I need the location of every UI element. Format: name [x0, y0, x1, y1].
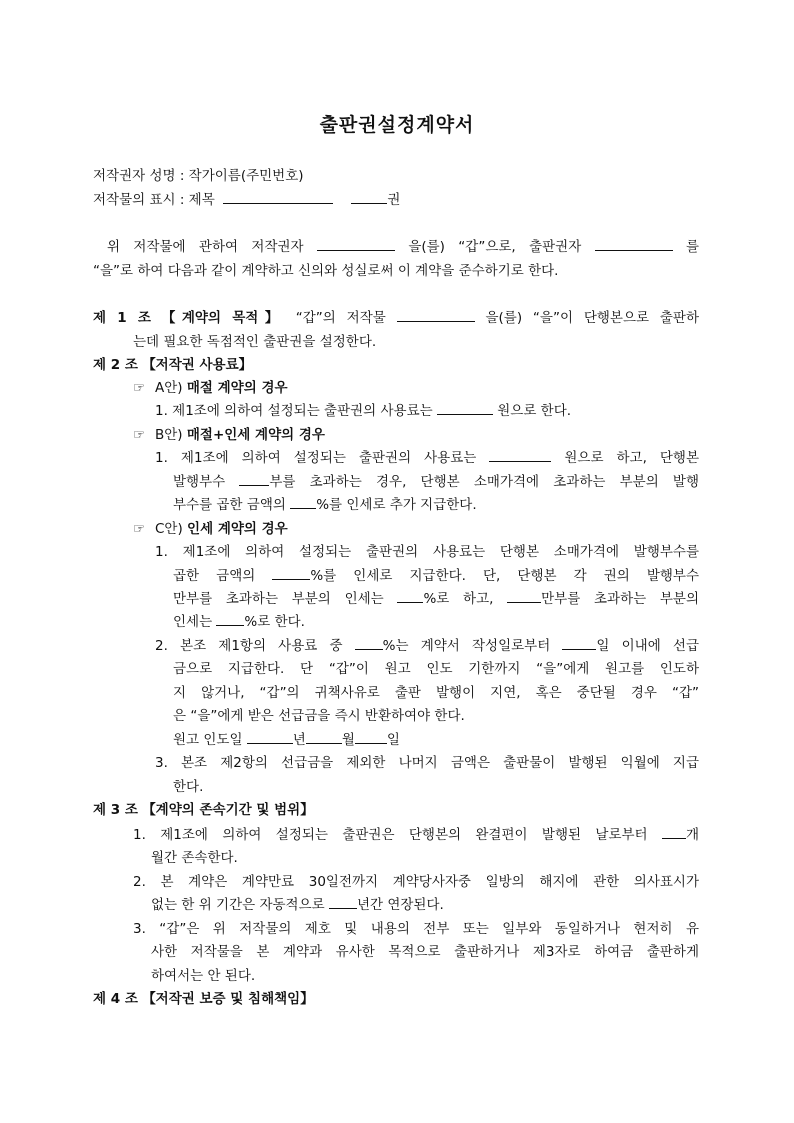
article-3-item-1-line-2: 월간 존속한다.	[151, 850, 238, 866]
article-3-item-3-line-3: 하여서는 안 된다.	[151, 968, 256, 984]
option-c-line-6: 금으로 지급한다. 단 “갑”이 원고 인도 기한까지 “을”에게 원고를 인도하	[173, 661, 699, 677]
option-b-line-2: 발행부수 부를 초과하는 경우, 단행본 소매가격에 초과하는 부분의 발행	[173, 471, 699, 493]
article-1-line-1: 제 1 조 【계약의 목적】 “갑”의 저작물 을(를) “을”이 단행본으로 출판하	[93, 307, 699, 329]
work-title-blank	[223, 189, 333, 204]
copies-blank	[239, 471, 269, 486]
option-b-line-1: 1. 제1조에 의하여 설정되는 출판권의 사용료는 원으로 하고, 단행본	[155, 447, 699, 469]
article-3-item-3-line-2: 사한 저작물을 본 계약과 유사한 목적으로 출판하거나 제3자로 하여금 출판하게	[151, 944, 699, 960]
author-line: 저작권자 성명 : 작가이름(주민번호)	[93, 168, 304, 184]
article-3-item-2-line-1: 2. 본 계약은 계약만료 30일전까지 계약당사자중 일방의 해지에 관한 의사표시가	[133, 874, 699, 890]
option-b-heading: ☞ B안) 매절+인세 계약의 경우	[133, 424, 325, 446]
article-3-heading: 제 3 조 【계약의 존속기간 및 범위】	[93, 802, 314, 818]
option-a-heading: ☞ A안) 매절 계약의 경우	[133, 377, 288, 399]
option-c-heading: ☞ C안) 인세 계약의 경우	[133, 518, 288, 540]
months-blank	[662, 824, 686, 839]
month-blank	[306, 729, 342, 744]
option-c-line-4: 인세는 %로 한다.	[173, 611, 305, 633]
option-c-line-11: 한다.	[173, 779, 204, 795]
author-name-blank	[317, 236, 395, 251]
flat-fee-blank	[489, 447, 551, 462]
manuscript-delivery-date: 원고 인도일 년 월 일	[173, 729, 400, 751]
article-1-line-2: 는데 필요한 독점적인 출판권을 설정한다.	[133, 334, 377, 350]
intro-line-2: “을”로 하여 다음과 같이 계약하고 신의와 성실로써 이 계약을 준수하기로 한다.	[93, 263, 559, 279]
pointing-hand-icon: ☞	[133, 380, 146, 396]
option-c-line-8: 은 “을”에게 받은 선급금을 즉시 반환하여야 한다.	[173, 708, 465, 724]
work-name-blank	[397, 307, 475, 322]
tier-rate-blank	[397, 588, 423, 603]
option-c-line-10: 3. 본조 제2항의 선급금을 제외한 나머지 금액은 출판물이 발행된 익월에 지급	[155, 755, 699, 771]
day-blank	[355, 729, 387, 744]
royalty-amount-blank	[437, 400, 493, 415]
option-c-line-1: 1. 제1조에 의하여 설정되는 출판권의 사용료는 단행본 소매가격에 발행부수를	[155, 544, 699, 560]
option-c-line-5: 2. 본조 제1항의 사용료 중 %는 계약서 작성일로부터 일 이내에 선급	[155, 635, 699, 657]
article-3-item-3-line-1: 3. “갑”은 위 저작물의 제호 및 내용의 전부 또는 일부와 동일하거나 현저히 유	[133, 921, 699, 937]
document-title: 출판권설정계약서	[319, 114, 475, 136]
advance-days-blank	[562, 635, 596, 650]
publisher-name-blank	[595, 236, 673, 251]
article-4-heading: 제 4 조 【저작권 보증 및 침해책임】	[93, 991, 314, 1007]
royalty-rate-blank	[272, 565, 310, 580]
article-3-item-2-line-2: 없는 한 위 기간은 자동적으로 년간 연장된다.	[151, 894, 444, 916]
work-line: 저작물의 표시 : 제목 권	[93, 189, 400, 211]
pointing-hand-icon: ☞	[133, 521, 146, 537]
advance-rate-blank	[355, 635, 383, 650]
tier-2-rate-blank	[216, 611, 244, 626]
article-3-item-1-line-1: 1. 제1조에 의하여 설정되는 출판권은 단행본의 완결편이 발행된 날로부터 개	[133, 824, 699, 846]
option-c-line-3: 만부를 초과하는 부분의 인세는 %로 하고, 만부를 초과하는 부분의	[173, 588, 699, 610]
tier-copies-blank	[507, 588, 541, 603]
option-b-line-3: 부수를 곱한 금액의 %를 인세로 추가 지급한다.	[173, 494, 477, 516]
renewal-years-blank	[329, 894, 357, 909]
pointing-hand-icon: ☞	[133, 427, 146, 443]
option-c-line-2: 곱한 금액의 %를 인세로 지급한다. 단, 단행본 각 권의 발행부수	[173, 565, 699, 587]
option-c-line-7: 지 않거나, “갑”의 귀책사유로 출판 발행이 지연, 혹은 중단될 경우 “갑”	[173, 685, 699, 701]
intro-line-1: 위 저작물에 관하여 저작권자 을(를) “갑”으로, 출판권자 를	[93, 236, 699, 258]
royalty-rate-blank	[290, 494, 316, 509]
option-a-item-1: 1. 제1조에 의하여 설정되는 출판권의 사용료는 원으로 한다.	[155, 400, 571, 422]
volume-blank	[351, 189, 387, 204]
article-2-heading: 제 2 조 【저작권 사용료】	[93, 357, 253, 373]
year-blank	[247, 729, 293, 744]
